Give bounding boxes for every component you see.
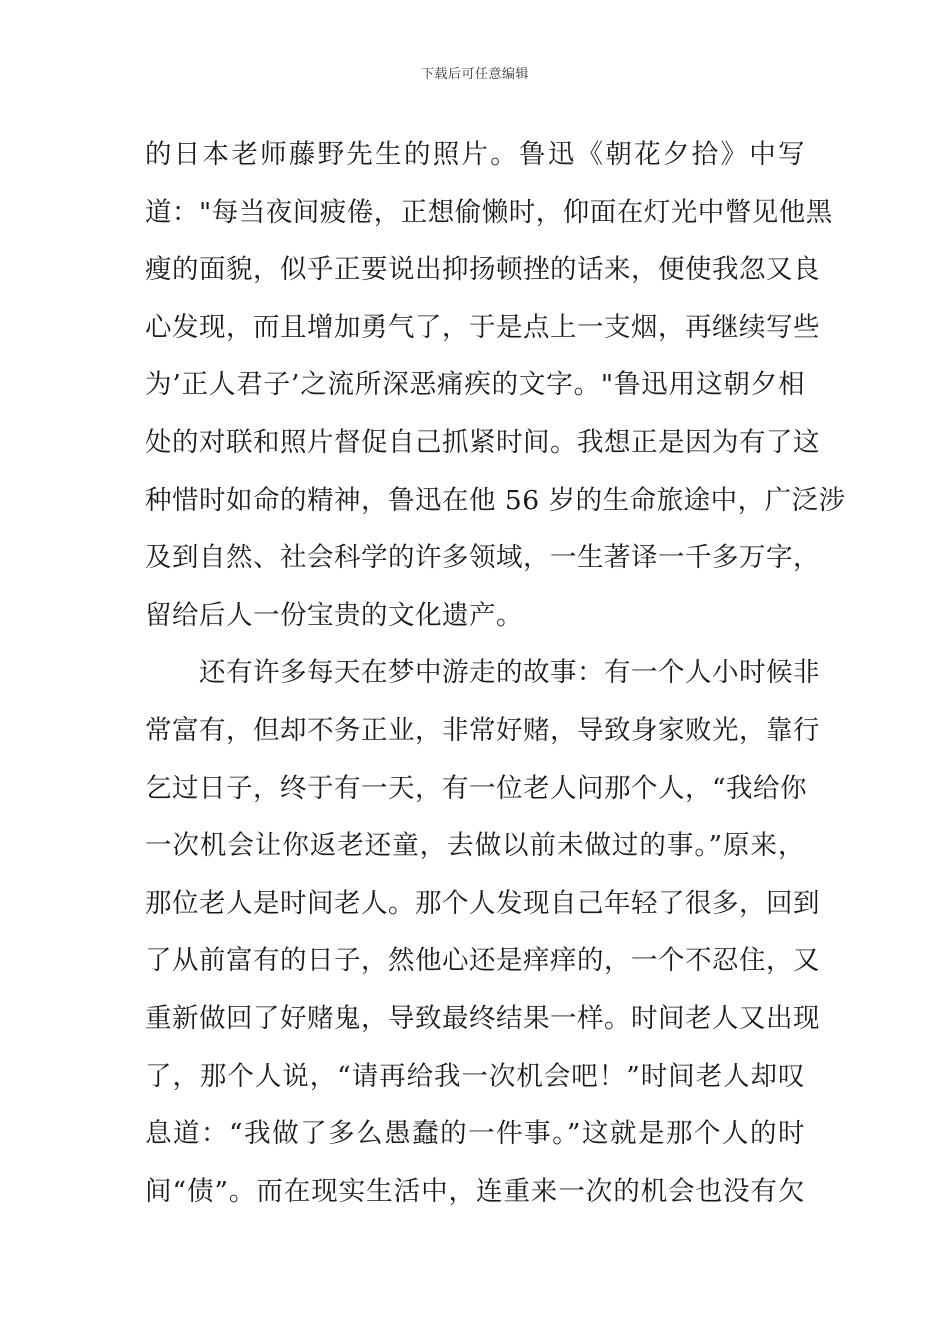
text-line: 为’正人君子’之流所深恶痛疾的文字。"鲁迅用这朝夕相 [145, 369, 805, 401]
text-line: 的日本老师藤野先生的照片。鲁迅《朝花夕拾》中写 [145, 139, 805, 170]
text-line: 乞过日子，终于有一天，有一位老人问那个人，“我给你 [145, 772, 808, 804]
text-line: 心发现，而且增加勇气了，于是点上一支烟，再继续写些 [145, 311, 820, 343]
page-header: 下载后可任意编辑 [420, 67, 529, 82]
text-line: 了，那个人说，“请再给我一次机会吧！”时间老人却叹 [145, 1060, 805, 1092]
text-line: 种惜时如命的精神，鲁迅在他 56 岁的生命旅途中，广泛涉 [145, 484, 846, 516]
text-line: 那位老人是时间老人。那个人发现自己年轻了很多，回到 [145, 887, 820, 919]
text-line: 了从前富有的日子，然他心还是痒痒的，一个不忍住，又 [145, 945, 820, 977]
text-line: 一次机会让你返老还童，去做以前未做过的事。”原来， [145, 830, 805, 862]
text-line: 息道：“我做了多么愚蠢的一件事。”这就是那个人的时 [145, 1118, 805, 1150]
text-line: 重新做回了好赌鬼，导致最终结果一样。时间老人又出现 [145, 1002, 820, 1034]
text-line: 间“债”。而在现实生活中，连重来一次的机会也没有欠 [145, 1175, 805, 1207]
text-line: 道："每当夜间疲倦，正想偷懒时，仰面在灯光中瞥见他黑 [145, 196, 833, 228]
text-line: 瘦的面貌，似乎正要说出抑扬顿挫的话来，便使我忽又良 [145, 254, 820, 286]
text-line: 及到自然、社会科学的许多领域，一生著译一千多万字， [145, 542, 820, 574]
text-line: 常富有，但却不务正业，非常好赌，导致身家败光，靠行 [145, 714, 820, 746]
paragraph-first-line: 还有许多每天在梦中游走的故事：有一个人小时候非 [199, 657, 820, 689]
text-line: 处的对联和照片督促自己抓紧时间。我想正是因为有了这 [145, 426, 820, 458]
body-text [145, 126, 846, 1220]
text-line: 留给后人一份宝贵的文化遗产。 [145, 599, 523, 631]
